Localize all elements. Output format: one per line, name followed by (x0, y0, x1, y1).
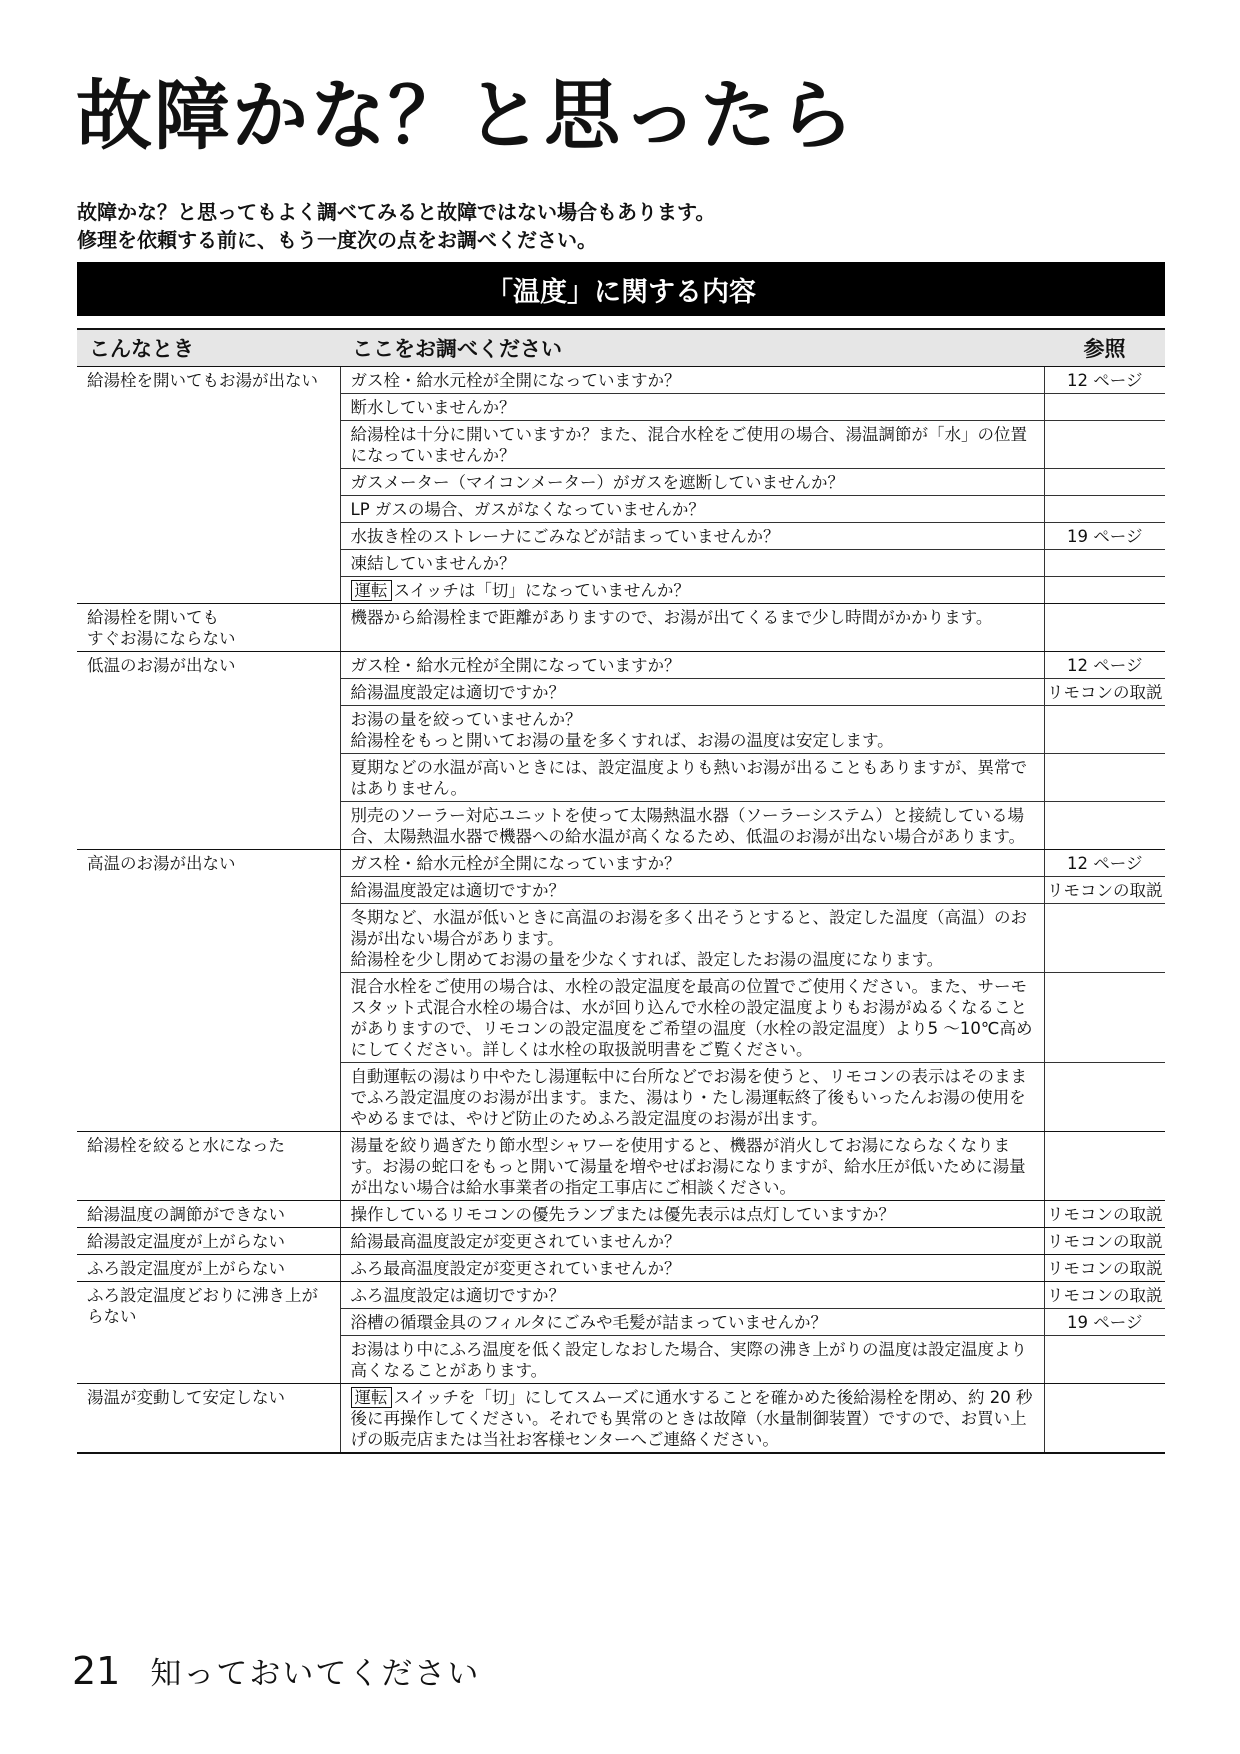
table-row (77, 1228, 1165, 1255)
section-title-bar (77, 262, 1165, 316)
check-text: ガスメーター（マイコンメーター）がガスを遮断していませんか？ (350, 473, 845, 492)
check-cell (340, 496, 1044, 523)
check-cell (340, 802, 1044, 850)
reference-cell (1044, 1336, 1165, 1384)
check-cell (340, 394, 1044, 421)
table-row (77, 1282, 1165, 1309)
check-cell (340, 652, 1044, 679)
reference-cell: リモコンの取説 (1044, 1282, 1165, 1309)
column-header-symptom: こんなとき (77, 329, 340, 367)
table-row (77, 652, 1165, 679)
check-text: 操作しているリモコンの優先ランプまたは優先表示は点灯していますか？ (350, 1205, 895, 1224)
operation-switch-key-icon: 運転 (351, 1387, 392, 1408)
reference-cell (1044, 394, 1165, 421)
check-text: 混合水栓をご使用の場合は、水栓の設定温度を最高の位置でご使用ください。また、サーモスタット式混合水栓の場合は、水が回り込んで水栓の設定温度よりもお湯がぬるくなることがありますので、リモコンの設定温度をご希望の温度（水栓の設定温度）より5 ～10℃高めにしてください。詳しくは水栓の取扱説明書をご覧ください。 (350, 977, 1033, 1059)
check-text: 凍結していませんか？ (350, 554, 516, 573)
table-row (77, 1132, 1165, 1201)
check-cell (340, 754, 1044, 802)
check-cell (340, 1255, 1044, 1282)
page-footer (72, 1648, 480, 1693)
check-text: ふろ最高温度設定が変更されていませんか？ (350, 1259, 681, 1278)
check-cell (340, 1336, 1044, 1384)
reference-cell (1044, 802, 1165, 850)
table-row (77, 604, 1165, 652)
reference-cell (1044, 550, 1165, 577)
check-cell (340, 523, 1044, 550)
check-text: 給湯栓は十分に開いていますか？また、混合水栓をご使用の場合、湯温調節が「水」の位置になっていませんか？ (350, 425, 1027, 465)
symptom-cell: ふろ設定温度どおりに沸き上がらない (77, 1282, 340, 1384)
check-text: お湯はり中にふろ温度を低く設定しなおした場合、実際の沸き上がりの温度は設定温度より高くなることがあります。 (350, 1340, 1027, 1380)
intro-line: 故障かな？と思ってもよく調べてみると故障ではない場合もあります。 (77, 200, 716, 224)
check-cell (340, 1282, 1044, 1309)
symptom-cell: 高温のお湯が出ない (77, 850, 340, 1132)
check-cell (340, 421, 1044, 469)
check-text: 冬期など、水温が低いときに高温のお湯を多く出そうとすると、設定した温度（高温）のお湯が出ない場合があります。 給湯栓を少し閉めてお湯の量を少なくすれば、設定したお湯の温度になります。 (350, 908, 1027, 969)
reference-cell (1044, 604, 1165, 652)
check-text: ガス栓・給水元栓が全開になっていますか？ (350, 656, 681, 675)
check-text: 機器から給湯栓まで距離がありますので、お湯が出てくるまで少し時間がかかります。 (350, 608, 993, 627)
check-text: スイッチを「切」にしてスムーズに通水することを確かめた後給湯栓を閉め、約 20 秒後に再操作してください。それでも異常のときは故障（水量制御装置）ですので、お買い上げの販売店または当社お客様センターへご連絡ください。 (350, 1388, 1033, 1449)
troubleshooting-table (77, 328, 1165, 1454)
reference-cell (1044, 577, 1165, 604)
table-row (77, 1255, 1165, 1282)
check-cell (340, 973, 1044, 1063)
reference-cell: リモコンの取説 (1044, 1201, 1165, 1228)
symptom-cell: 低温のお湯が出ない (77, 652, 340, 850)
symptom-cell: 湯温が変動して安定しない (77, 1384, 340, 1454)
reference-cell: リモコンの取説 (1044, 1255, 1165, 1282)
reference-cell: リモコンの取説 (1044, 877, 1165, 904)
check-cell (340, 469, 1044, 496)
symptom-cell: ふろ設定温度が上がらない (77, 1255, 340, 1282)
operation-switch-key-icon: 運転 (351, 580, 392, 601)
reference-cell: 12 ページ (1044, 850, 1165, 877)
reference-cell: リモコンの取説 (1044, 1228, 1165, 1255)
check-cell (340, 1132, 1044, 1201)
check-text: ガス栓・給水元栓が全開になっていますか？ (350, 371, 681, 390)
check-text: ガス栓・給水元栓が全開になっていますか？ (350, 854, 681, 873)
check-cell (340, 1228, 1044, 1255)
check-cell (340, 1309, 1044, 1336)
table-row (77, 367, 1165, 394)
check-text: 水抜き栓のストレーナにごみなどが詰まっていませんか？ (350, 527, 780, 546)
table-row (77, 1201, 1165, 1228)
reference-cell (1044, 754, 1165, 802)
check-cell (340, 367, 1044, 394)
check-text: 断水していませんか？ (350, 398, 516, 417)
check-cell (340, 577, 1044, 604)
symptom-cell: 給湯設定温度が上がらない (77, 1228, 340, 1255)
column-header-check: ここをお調べください (340, 329, 1044, 367)
reference-cell (1044, 1384, 1165, 1454)
check-text: 浴槽の循環金具のフィルタにごみや毛髪が詰まっていませんか？ (350, 1313, 828, 1332)
reference-cell (1044, 1063, 1165, 1132)
reference-cell: 19 ページ (1044, 1309, 1165, 1336)
check-text: スイッチは「切」になっていませんか？ (393, 581, 690, 600)
reference-cell (1044, 1132, 1165, 1201)
reference-cell: 12 ページ (1044, 652, 1165, 679)
section-title: 「温度」に関する内容 (486, 276, 756, 308)
reference-cell (1044, 469, 1165, 496)
check-cell (340, 1063, 1044, 1132)
check-cell (340, 1201, 1044, 1228)
check-text: 夏期などの水温が高いときには、設定温度よりも熱いお湯が出ることもありますが、異常ではありません。 (350, 758, 1027, 798)
check-text: 湯量を絞り過ぎたり節水型シャワーを使用すると、機器が消火してお湯にならなくなります。お湯の蛇口をもっと開いて湯量を増やせばお湯になりますが、給水圧が低いために湯量が出ない場合は給水事業者の指定工事店にご相談ください。 (350, 1136, 1026, 1197)
check-cell (340, 904, 1044, 973)
symptom-cell: 給湯栓を絞ると水になった (77, 1132, 340, 1201)
reference-cell (1044, 706, 1165, 754)
check-cell (340, 550, 1044, 577)
reference-cell: リモコンの取説 (1044, 679, 1165, 706)
check-text: 給湯温度設定は適切ですか？ (350, 881, 565, 900)
reference-cell (1044, 496, 1165, 523)
check-text: お湯の量を絞っていませんか？ 給湯栓をもっと開いてお湯の量を多くすれば、お湯の温度は安定します。 (350, 710, 894, 750)
reference-cell: 12 ページ (1044, 367, 1165, 394)
chapter-title: 知っておいてください (150, 1656, 481, 1692)
table-body (77, 367, 1165, 1454)
check-cell (340, 1384, 1044, 1454)
symptom-cell: 給湯栓を開いてもお湯が出ない (77, 367, 340, 604)
page-number: 21 (72, 1649, 121, 1693)
check-cell (340, 679, 1044, 706)
symptom-cell: 給湯温度の調節ができない (77, 1201, 340, 1228)
table-header-row (77, 329, 1165, 367)
table-row (77, 1384, 1165, 1454)
intro-text (77, 198, 715, 254)
symptom-cell: 給湯栓を開いても すぐお湯にならない (77, 604, 340, 652)
column-header-reference: 参照 (1044, 329, 1165, 367)
reference-cell (1044, 973, 1165, 1063)
reference-cell: 19 ページ (1044, 523, 1165, 550)
check-cell (340, 604, 1044, 652)
check-text: ふろ温度設定は適切ですか？ (350, 1286, 565, 1305)
check-text: 別売のソーラー対応ユニットを使って太陽熱温水器（ソーラーシステム）と接続している場合、太陽熱温水器で機器への給水温が高くなるため、低温のお湯が出ない場合があります。 (350, 806, 1026, 846)
check-cell (340, 877, 1044, 904)
check-cell (340, 850, 1044, 877)
reference-cell (1044, 421, 1165, 469)
check-text: LP ガスの場合、ガスがなくなっていませんか？ (350, 500, 705, 519)
check-cell (340, 706, 1044, 754)
check-text: 給湯最高温度設定が変更されていませんか？ (350, 1232, 681, 1251)
check-text: 自動運転の湯はり中やたし湯運転中に台所などでお湯を使うと、リモコンの表示はそのままでふろ設定温度のお湯が出ます。また、湯はり・たし湯運転終了後もいったんお湯の使用をやめるまでは、やけど防止のためふろ設定温度のお湯が出ます。 (350, 1067, 1027, 1128)
intro-line: 修理を依頼する前に、もう一度次の点をお調べください。 (77, 228, 597, 252)
check-text: 給湯温度設定は適切ですか？ (350, 683, 565, 702)
page-title: 故障かな？と思ったら (76, 71, 856, 160)
reference-cell (1044, 904, 1165, 973)
table-row (77, 850, 1165, 877)
